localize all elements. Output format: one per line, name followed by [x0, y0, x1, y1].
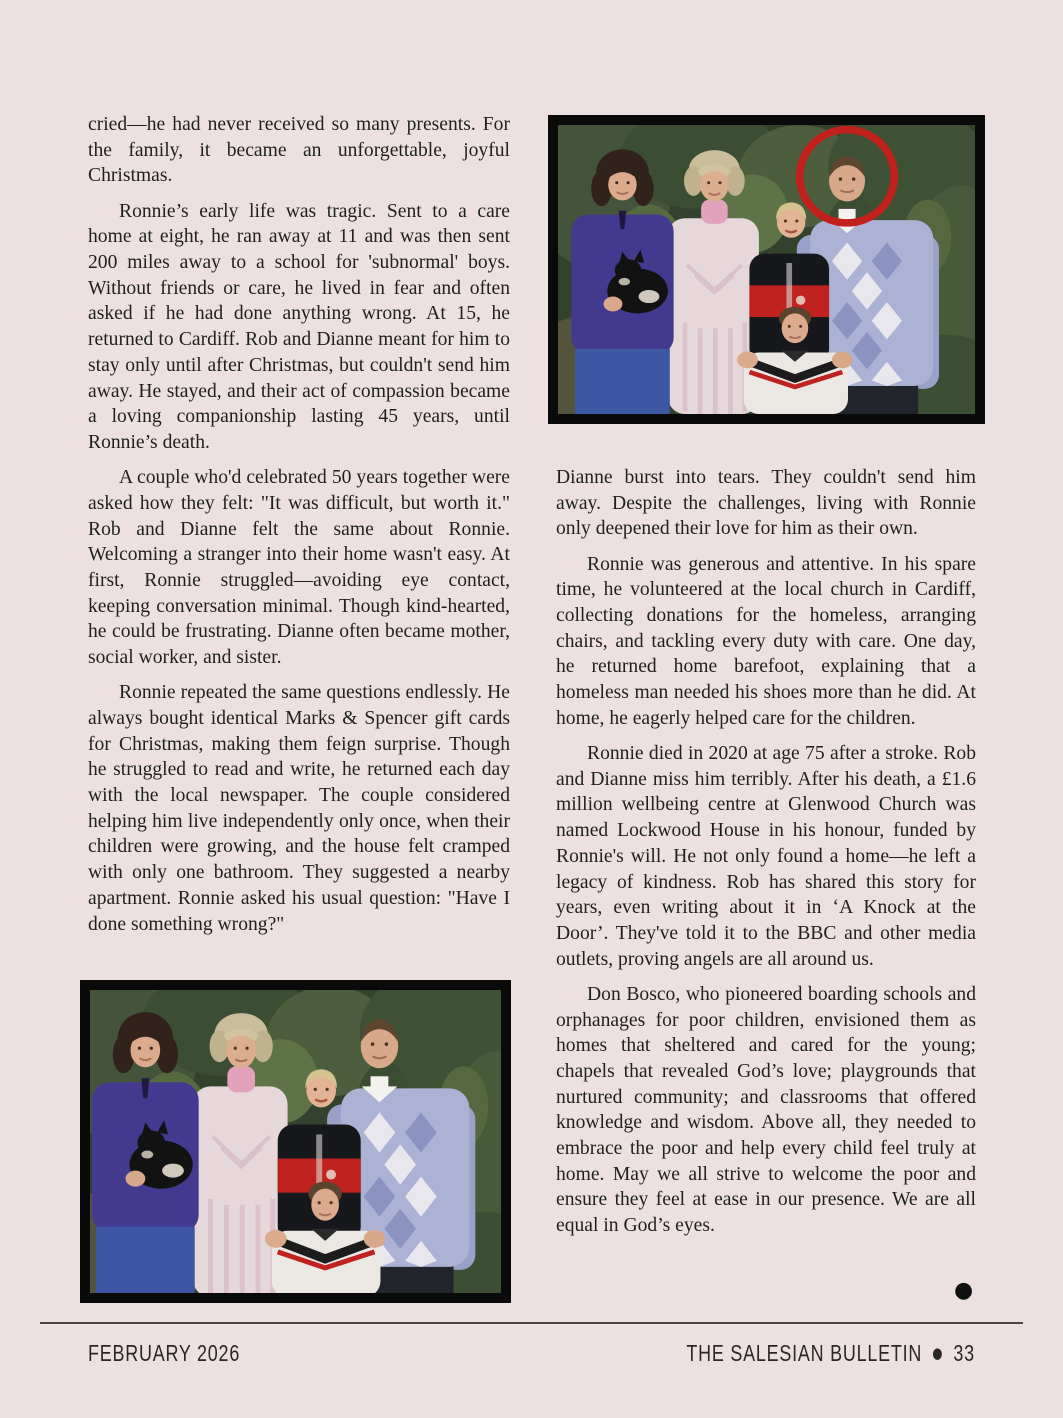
footer-publication-block [686, 1340, 975, 1367]
footer-rule [40, 1322, 1023, 1324]
article-paragraph: cried—he had never received so many presents. For the family, it became an unforgettable, joyful Christmas. [88, 114, 510, 187]
article-paragraph: Don Bosco, who pioneered boarding schools and orphanages for poor children, envisioned them as homes that sheltered and cared for the young; chapels that revealed God’s love; playgrounds that nurtured community; and classrooms that offered knowledge and wisdom. Above all, they needed to embrace the poor and help every child feel truly at home. May we all strive to welcome the poor and ensure they feel at ease in our presence. We are all equal in God’s eyes. [556, 983, 976, 1237]
article-paragraph: A couple who'd celebrated 50 years together were asked how they felt: "It was difficult, but worth it." Rob and Dianne felt the same about Ronnie. Welcoming a stranger into their home wasn't easy. At first, Ronnie struggled—avoiding eye contact, keeping conversation minimal. Though kind-hearted, he could be frustrating. Dianne often became mother, social worker, and sister. [88, 467, 510, 669]
family-photo-circled [548, 115, 985, 424]
end-of-article-dot: ● [954, 1278, 974, 1303]
family-photo-image [558, 125, 975, 414]
footer-page-number: 33 [953, 1340, 975, 1366]
article-paragraph: Ronnie died in 2020 at age 75 after a stroke. Rob and Dianne miss him terribly. After his death, a £1.6 million wellbeing centre at Glenwood Church was named Lockwood House in his honour, funded by Ronnie's will. He not only found a home—he left a legacy of kindness. Rob has shared this story for years, even writing about it in ‘A Knock at the Door’. They've told it to the BBC and other media outlets, proving angels are all around us. [556, 743, 976, 970]
article-paragraph: Ronnie’s early life was tragic. Sent to a care home at eight, he ran away at 11 and was then sent 200 miles away to a school for 'subnormal' boys. Without friends or care, he lived in fear and often asked if he had done anything wrong. At 15, he returned to Cardiff. Rob and Dianne meant for him to stay only until after Christmas, but couldn't send him away. He stayed, and their act of compassion became a loving companionship lasting 45 years, until Ronnie’s death. [88, 200, 510, 453]
footer-publication-title: THE SALESIAN BULLETIN [686, 1340, 923, 1366]
family-photo-image [90, 990, 501, 1293]
article-left-column [88, 112, 510, 947]
family-photo [80, 980, 511, 1303]
footer-separator-dot: ● [932, 1343, 944, 1362]
footer-issue-date: FEBRUARY 2026 [88, 1340, 241, 1366]
article-paragraph: Dianne burst into tears. They couldn't send him away. Despite the challenges, living with Ronnie only deepened their love for him as their own. [556, 467, 976, 540]
article-right-column [556, 465, 976, 1248]
article-paragraph: Ronnie was generous and attentive. In his spare time, he volunteered at the local church in Cardiff, collecting donations for the homeless, arranging chairs, and tackling every duty with care. One day, he returned home barefoot, explaining that a homeless man needed his shoes more than he did. At home, he eagerly helped care for the children. [556, 553, 976, 729]
article-paragraph: Ronnie repeated the same questions endlessly. He always bought identical Marks & Spencer gift cards for Christmas, making them feign surprise. Though he struggled to read and write, he returned each day with the local newspaper. The couple considered helping him live independently only once, when their children were growing, and the house felt cramped with only one bathroom. They suggested a nearby apartment. Ronnie asked his usual question: "Have I done something wrong?" [88, 682, 510, 935]
